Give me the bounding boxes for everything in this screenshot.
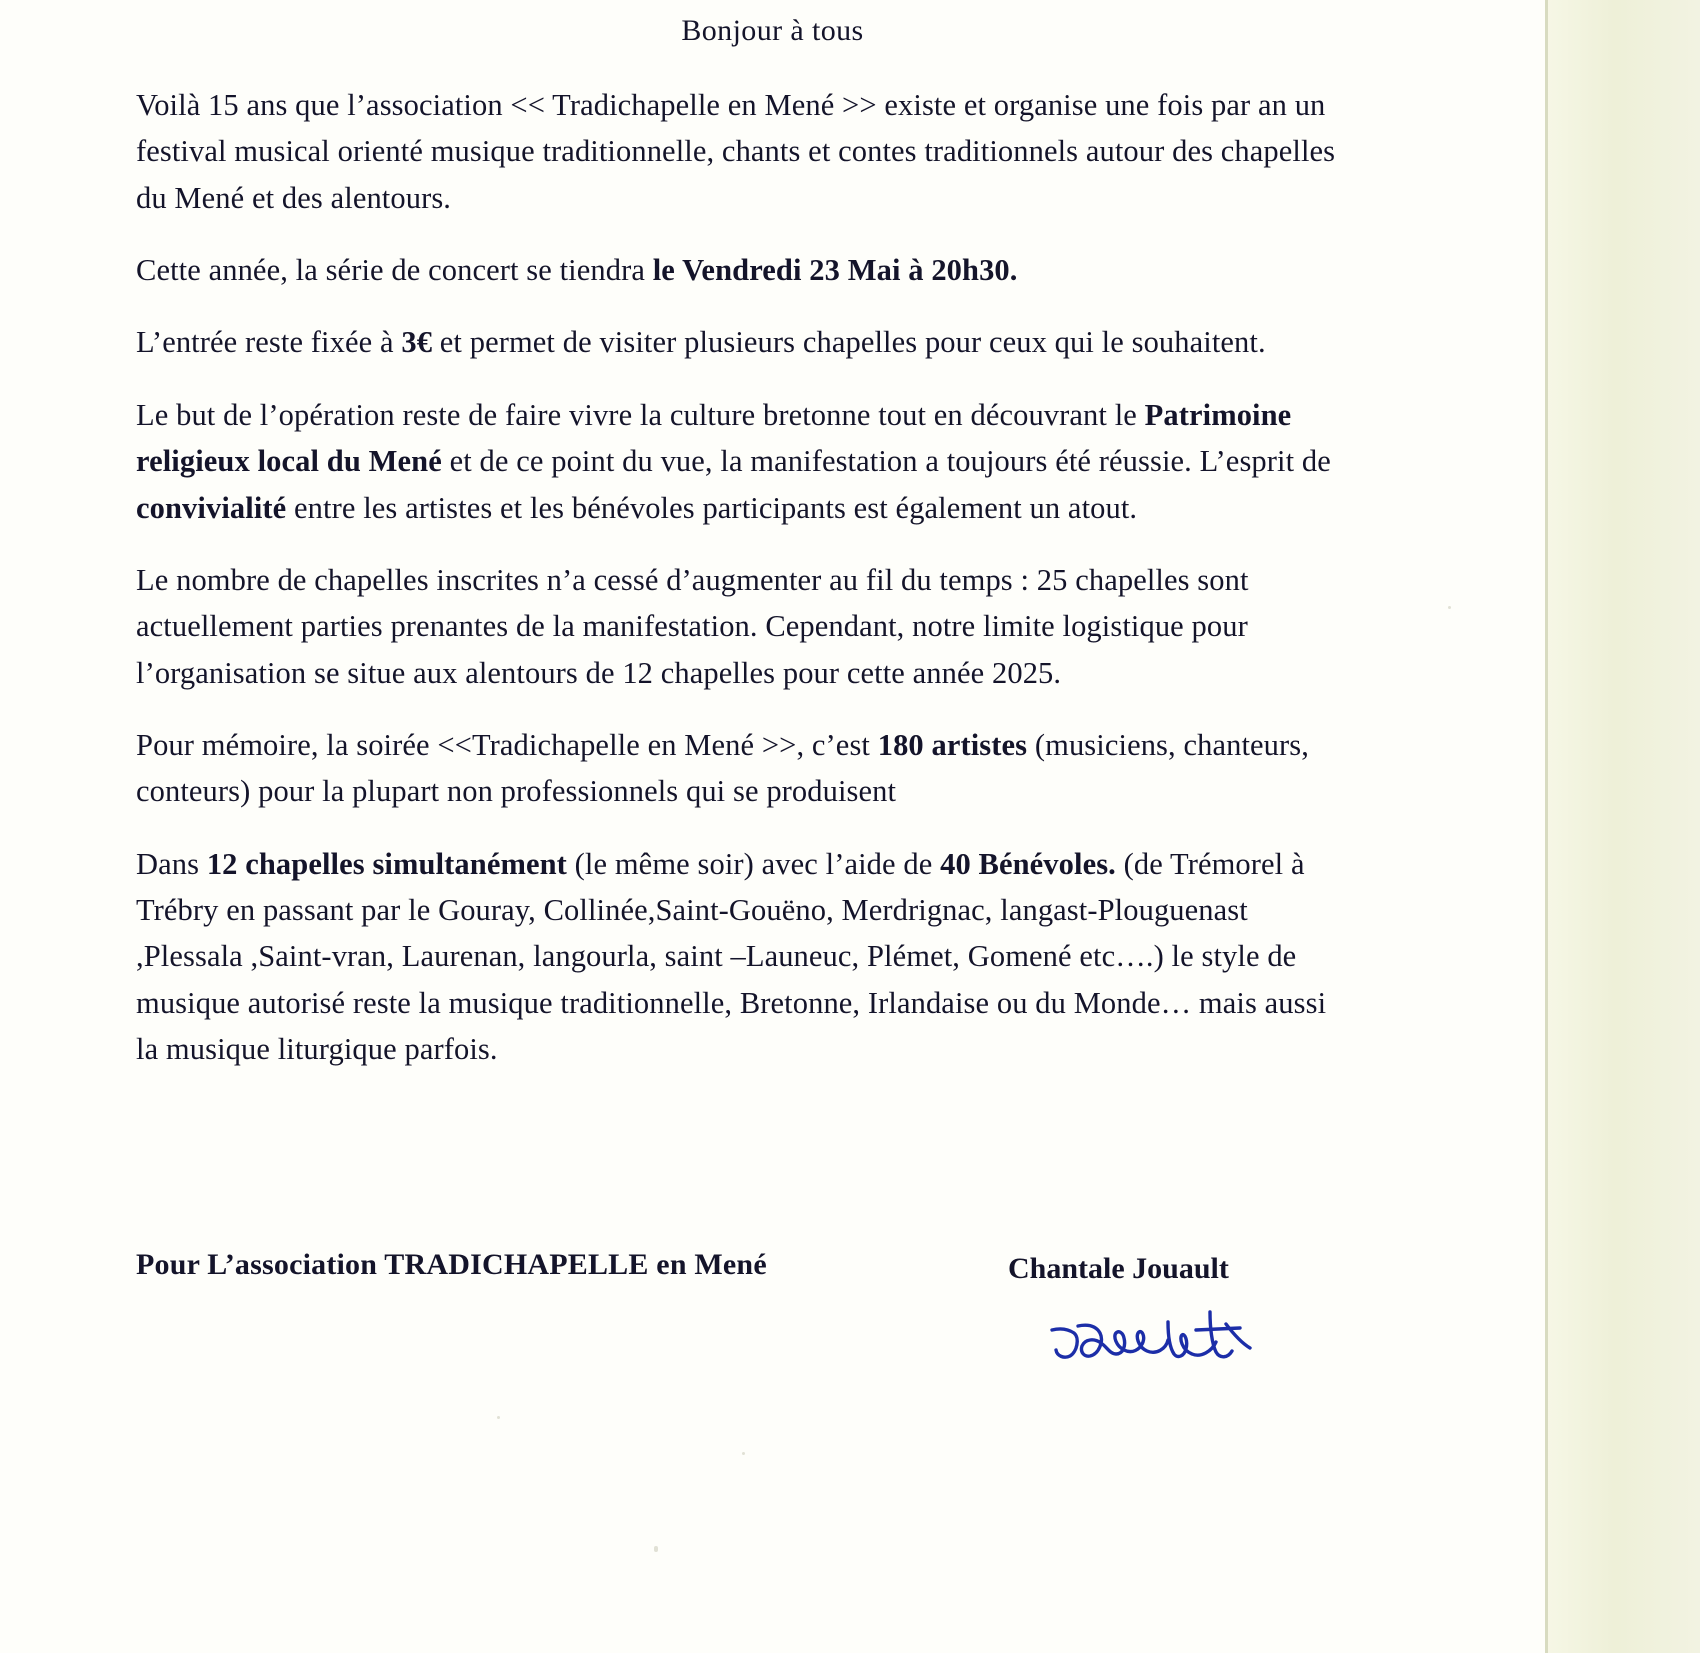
text-run: Dans bbox=[136, 846, 207, 881]
text-run: entre les artistes et les bénévoles participants est également un atout. bbox=[286, 490, 1138, 525]
paragraph-5 bbox=[136, 557, 1336, 696]
scan-speck bbox=[497, 1416, 500, 1419]
page-edge-line bbox=[1545, 0, 1548, 1653]
handwritten-signature-icon bbox=[1044, 1302, 1304, 1392]
text-run: et de ce point du vue, la manifestation a toujours été réussie. L’esprit de bbox=[441, 444, 1331, 479]
paragraph-2 bbox=[136, 247, 1336, 293]
association-signature-line: Pour L’association TRADICHAPELLE en Mené bbox=[136, 1248, 767, 1281]
scan-speck bbox=[1448, 606, 1451, 609]
signer-name: Chantale Jouault bbox=[1008, 1252, 1229, 1285]
signature-block bbox=[136, 1248, 1396, 1408]
text-run: Patrimoine religieux local du Mené bbox=[136, 397, 1292, 479]
text-run: Le nombre de chapelles inscrites n’a cessé d’augmenter au fil du temps : 25 chapelles sont actuellement parties prenantes de la manifestation. Cependant, notre limite logistique pour l’organisation se situe aux alentours de 12 chapelles pour cette année 2025. bbox=[136, 562, 1249, 690]
paragraph-6 bbox=[136, 722, 1336, 815]
scan-speck bbox=[742, 1452, 745, 1455]
text-run: 180 artistes bbox=[877, 727, 1028, 762]
text-run: et permet de visiter plusieurs chapelles pour ceux qui le souhaitent. bbox=[432, 325, 1266, 360]
text-run: 3€ bbox=[401, 325, 433, 360]
text-run: (le même soir) avec l’aide de bbox=[566, 846, 941, 881]
paragraph-1 bbox=[136, 82, 1336, 221]
scanner-margin bbox=[1545, 0, 1700, 1653]
text-run: (de Trémorel à Trébry en passant par le Gouray, Collinée,Saint-Gouëno, Merdrignac, langast-Plouguenast ,Plessala ,Saint-vran, Laurenan, langourla, saint –Launeuc, Plémet, Gomené etc….) le style de musique autorisé reste la musique traditionnelle, Bretonne, Irlandaise ou du Monde… mais aussi la musique liturgique parfois. bbox=[136, 846, 1327, 1067]
text-run: L’entrée reste fixée à bbox=[136, 325, 402, 360]
text-run: 40 Bénévoles. bbox=[940, 846, 1116, 881]
text-run: Voilà 15 ans que l’association << Tradichapelle en Mené >> existe et organise une fois par an un festival musical orienté musique traditionnelle, chants et contes traditionnels autour des chapelles du Mené et des alentours. bbox=[136, 88, 1336, 215]
text-run: 12 chapelles simultanément bbox=[206, 846, 567, 881]
paragraph-4 bbox=[136, 392, 1336, 531]
scan-speck bbox=[654, 1546, 658, 1552]
text-run: convivialité bbox=[136, 490, 287, 525]
page-title: Bonjour à tous bbox=[681, 14, 864, 47]
text-run: Pour mémoire, la soirée <<Tradichapelle en Mené >>, c’est bbox=[136, 727, 878, 762]
paragraph-3 bbox=[136, 319, 1336, 365]
paragraph-7 bbox=[136, 841, 1336, 1073]
document-body bbox=[136, 82, 1336, 1098]
text-run: (musiciens, chanteurs, conteurs) pour la plupart non professionnels qui se produisent bbox=[136, 727, 1309, 809]
text-run: Cette année, la série de concert se tiendra bbox=[136, 253, 653, 288]
text-run: le Vendredi 23 Mai à 20h30. bbox=[652, 253, 1018, 288]
text-run: Le but de l’opération reste de faire vivre la culture bretonne tout en découvrant le bbox=[136, 397, 1145, 432]
